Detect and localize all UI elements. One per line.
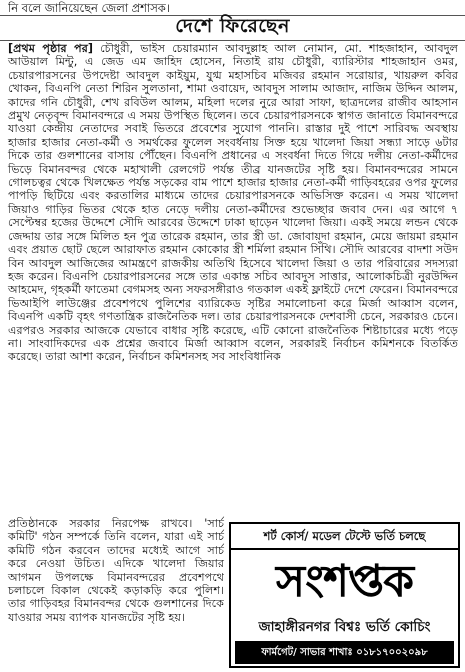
article-body (8, 42, 458, 364)
article-paragraph (8, 42, 458, 364)
ad-contact-bar: ফার্মগেট/ সাভার শাখাঃ ০১৮১৭০০২০৯৮ (235, 641, 454, 664)
article-headline: দেশে ফিরেছেন (175, 15, 290, 37)
ad-admission-text: শর্ট কোর্স/ মডেল টেস্টে ভর্তি চলছে (231, 524, 458, 550)
article-paragraph-tail: প্রতিষ্ঠানকে সরকার নিরপেক্ষ রাখবে। 'সার্চ কমিটি' গঠন সম্পর্কে তিনি বলেন, যারা এই সার্চ কমিটি গঠন করবেন তাদের মধ্যেই আগে সার্চ করে নেওয়া উচিত। এদিকে খালেদা জিয়ার আগমন উপলক্ষে বিমানবন্দরের প্রবেশপথে চলাচলে বিকাল থেকেই কড়াকড়ি করে পুলিশ। তার গাড়িবহর বিমানবন্দর থেকে গুলশানের দিকে যাওয়ার সময় ব্যাপক যানজটের সৃষ্টি হয়। (8, 517, 224, 624)
article-text: চৌধুরী, ভাইস চেয়ারম্যান আবদুল্লাহ আল নোমান, মো. শাহজাহান, আবদুল আউয়াল মিন্টু, এ জেড এম জাহিদ হোসেন, নিতাই রায় চৌধুরী, ব্যারিস্টার শাহজাহান ওমর, চেয়ারপারসনের উপদেষ্টা আবদুল কাইয়ুম, যুগ্ম মহাসচিব মজিবর রহমান সরোয়ার, খায়রুল কবির খোকন, বিএনপি নেতা শিরিন সুলতানা, শামা ওবায়েদ, আবদুস সালাম আজাদ, নাজিম উদ্দিন আলম, কাদের গনি চৌধুরী, শেখ রবিউল আলম, মহিলা দলের নুরে আরা সাফা, ছাত্রদলের রাজীব আহসান প্রমুখ নেতৃবৃন্দ বিমানবন্দরে এ সময় উপস্থিত ছিলেন। তবে চেয়ারপারসনকে স্বাগত জানাতে বিমানবন্দরে যাওয়া কেন্দ্রীয় নেতাদের সবাই ভিতরে প্রবেশের সুযোগ পাননি। রাস্তার দুই পাশে সারিবদ্ধ অবস্থায় হাজার হাজার নেতা-কর্মী ও সমর্থকের ফুলেল সংবর্ধনায় সিক্ত হয়ে খালেদা জিয়া সন্ধ্যা সাড়ে ৬টার দিকে তার গুলশানের বাসায় পৌঁছেন। বিএনপি প্রধানের এ সংবর্ধনা দিতে গিয়ে দলীয় নেতা-কর্মীদের ভিড়ে বিমানবন্দর থেকে মহাখালী রেলগেট পর্যন্ত তীব্র যানজটের সৃষ্টি হয়। বিমানবন্দরের সামনে গোলচত্বর থেকে খিলক্ষেত পর্যন্ত সড়কের বাম পাশে হাজার হাজার নেতা-কর্মী গাড়িবহরের ওপর ফুলের পাপড়ি ছিটিয়ে এবং করতালির মাধ্যমে তাদের চেয়ারপারসনকে অভিসিক্ত করেন। এ সময় খালেদা জিয়াও গাড়ির ভিতর থেকে হাত নেড়ে দলীয় নেতা-কর্মীদের শুভেচ্ছার জবাব দেন। এর আগে ৭ সেপ্টেম্বর হজের উদ্দেশে সৌদি আরবের উদ্দেশে ঢাকা ছাড়েন খালেদা জিয়া। একই সময়ে লন্ডন থেকে জেদ্দায় তার সঙ্গে মিলিত হন পুত্র তারেক রহমান, তার স্ত্রী ডা. জোবায়দা রহমান, মেয়ে জায়মা রহমান এবং প্রয়াত ছোট ছেলে আরাফাত রহমান কোকোর স্ত্রী শর্মিলা রহমান সিঁথি। সৌদি আরবের বাদশা সউদ বিন আবদুল আজিজের আমন্ত্রণে রাজকীয় অতিথি হিসেবে খালেদা জিয়া ও তার পরিবারের সদস্যরা হজ করেন। বিএনপি চেয়ারপারসনের সঙ্গে তার একান্ত সচিব আবদুস সাত্তার, আলোকচিত্রী নুরউদ্দিন আহমেদ, গৃহকর্মী ফাতেমা বেগমসহ অন্য সফরসঙ্গীরাও গতকাল একই ফ্লাইটে দেশে ফেরেন। বিমানবন্দরে ভিআইপি লাউঞ্জের প্রবেশপথে পুলিশের ব্যারিকেড সৃষ্টির সমালোচনা করে মির্জা আব্বাস বলেন, বিএনপি একটি বৃহৎ গণতান্ত্রিক রাজনৈতিক দল। তার চেয়ারপারসনকে দেশবাসী চেনে, সরকারও চেনে। এরপরও সরকার আজকে যেভাবে বাধার সৃষ্টি করেছে, এটি কোনো রাজনৈতিক শিষ্টাচারের মধ্যে পড়ে না। সাংবাদিকদের এক প্রশ্নের জবাবে মির্জা আব্বাস বলেন, সরকারই নির্বাচন কমিশনকে বিতর্কিত করেছে। তারা আশা করেন, নির্বাচন কমিশনসহ সব সাংবিধানিক (8, 42, 458, 364)
ad-brand-logo: সংশপ্তক (276, 556, 413, 607)
previous-article-tail: নি বলে জানিয়েছেন জেলা প্রশাসক। (8, 1, 170, 15)
coaching-advertisement (229, 522, 460, 668)
continued-label: [প্রথম পৃষ্ঠার পর] (8, 42, 93, 55)
article-body-tail (8, 517, 224, 624)
ad-subtitle: জাহাঙ্গীরনগর বিশ্বঃ ভর্তি কোচিং (258, 619, 431, 635)
headline-rule (0, 40, 465, 41)
